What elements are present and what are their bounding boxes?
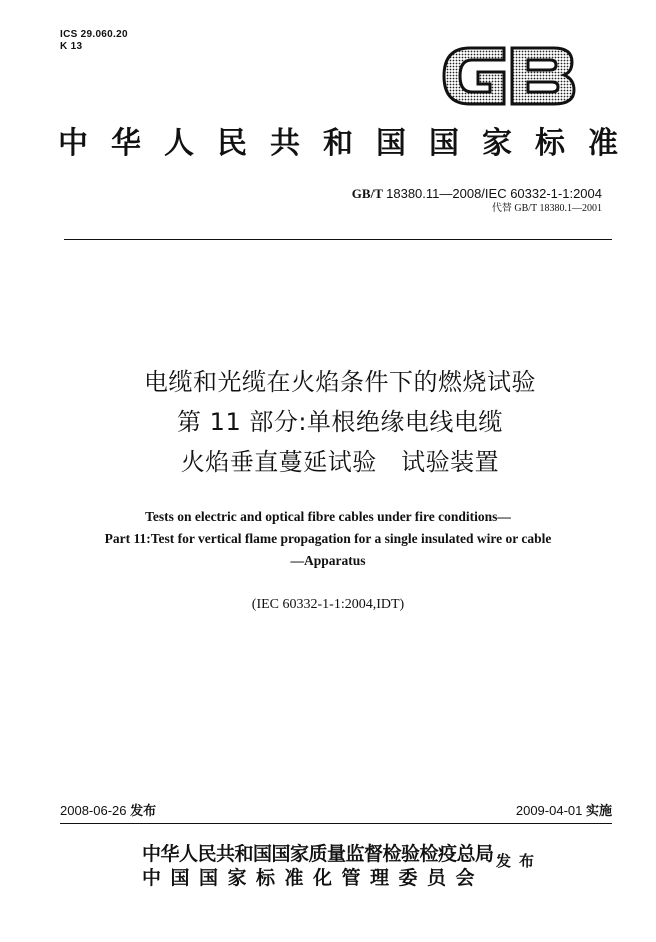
implementation-date-label: 实施 xyxy=(585,804,612,819)
replaces-note: 代替 GB/T 18380.1—2001 xyxy=(491,203,602,214)
chinese-title-line: 电缆和光缆在火焰条件下的燃烧试验 xyxy=(144,368,536,396)
english-title-line: Tests on electric and optical fibre cables under fire conditions— xyxy=(145,509,511,524)
title-char: 共 xyxy=(270,126,300,161)
issue-date-label: 发布 xyxy=(130,804,157,819)
issuing-authorities xyxy=(142,842,494,890)
footer-divider xyxy=(60,823,612,824)
implementation-date-value: 2009-04-01 xyxy=(515,803,583,818)
title-char: 标 xyxy=(535,126,565,161)
title-char: 中 xyxy=(58,126,88,161)
ccs-code: K 13 xyxy=(60,41,83,52)
chinese-title-line: 第 11 部分:单根绝缘电线电缆 xyxy=(177,408,503,436)
issue-label: 发布 xyxy=(496,852,543,870)
title-char: 华 xyxy=(111,126,141,161)
issuer-aqsiq: 中华人民共和国国家质量监督检验检疫总局 xyxy=(142,843,494,865)
classification-codes xyxy=(60,29,128,53)
iec-equivalence: (IEC 60332-1-1:2004,IDT) xyxy=(251,597,405,612)
ics-code: ICS 29.060.20 xyxy=(60,29,128,40)
chinese-title xyxy=(60,362,620,482)
standard-number xyxy=(352,186,602,202)
title-char: 人 xyxy=(164,126,194,161)
header-divider xyxy=(64,239,612,240)
title-char: 国 xyxy=(376,126,406,161)
title-char: 准 xyxy=(588,126,618,161)
implementation-date xyxy=(516,803,612,820)
chinese-title-line: 火焰垂直蔓延试验 试验装置 xyxy=(180,448,500,476)
english-title xyxy=(40,506,616,572)
title-char: 和 xyxy=(323,126,353,161)
standard-number-prefix: GB/T xyxy=(351,186,383,201)
english-title-line: Part 11:Test for vertical flame propagation for a single insulated wire or cable xyxy=(104,531,552,546)
issue-date xyxy=(60,803,156,820)
standard-category-title xyxy=(58,124,618,164)
issuer-sac: 中国国家标准化管理委员会 xyxy=(142,867,485,889)
gb-logo xyxy=(440,38,578,114)
issue-date-value: 2008-06-26 xyxy=(60,803,127,818)
english-title-line: —Apparatus xyxy=(290,553,366,568)
title-char: 家 xyxy=(482,126,512,161)
standard-number-value: 18380.11—2008/IEC 60332-1-1:2004 xyxy=(386,186,602,201)
title-char: 国 xyxy=(429,126,459,161)
title-char: 民 xyxy=(217,126,247,161)
